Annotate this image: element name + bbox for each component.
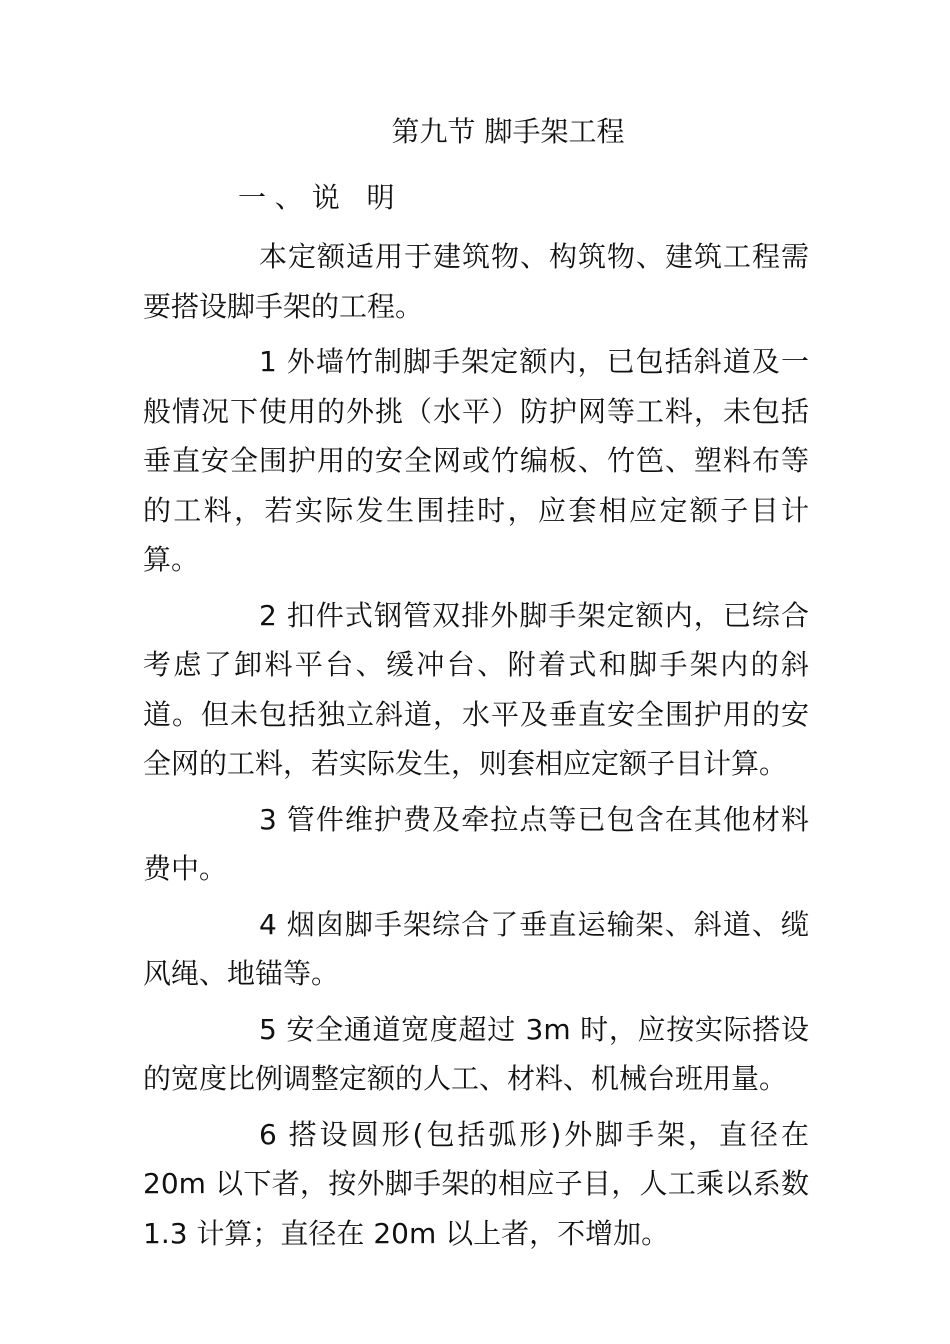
paragraph-item-2: 2 扣件式钢管双排外脚手架定额内，已综合考虑了卸料平台、缓冲台、附着式和脚手架内的斜道。但未包括独立斜道，水平及垂直安全围护用的安全网的工料，若实际发生，则套相应定额子目计算。 [143,598,809,780]
subsection-heading: 一 、 说 明 [238,181,395,214]
paragraph-intro: 本定额适用于建筑物、构筑物、建筑工程需要搭设脚手架的工程。 [143,240,809,323]
paragraph-item-4: 4 烟囱脚手架综合了垂直运输架、斜道、缆风绳、地锚等。 [143,907,809,990]
paragraph-item-6: 6 搭设圆形(包括弧形)外脚手架，直径在 20m 以下者，按外脚手架的相应子目，人工乘以系数 1.3 计算；直径在 20m 以上者，不增加。 [143,1117,809,1250]
paragraph-item-1: 1 外墙竹制脚手架定额内，已包括斜道及一般情况下使用的外挑（水平）防护网等工料，未包括垂直安全围护用的安全网或竹编板、竹笆、塑料布等的工料，若实际发生围挂时，应套相应定额子目计算。 [143,345,809,576]
paragraph-item-3: 3 管件维护费及牵拉点等已包含在其他材料费中。 [143,802,809,885]
section-title: 第九节 脚手架工程 [391,115,625,148]
body-text [143,232,809,1258]
paragraph-item-5: 5 安全通道宽度超过 3m 时，应按实际搭设的宽度比例调整定额的人工、材料、机械台班用量。 [143,1012,809,1095]
